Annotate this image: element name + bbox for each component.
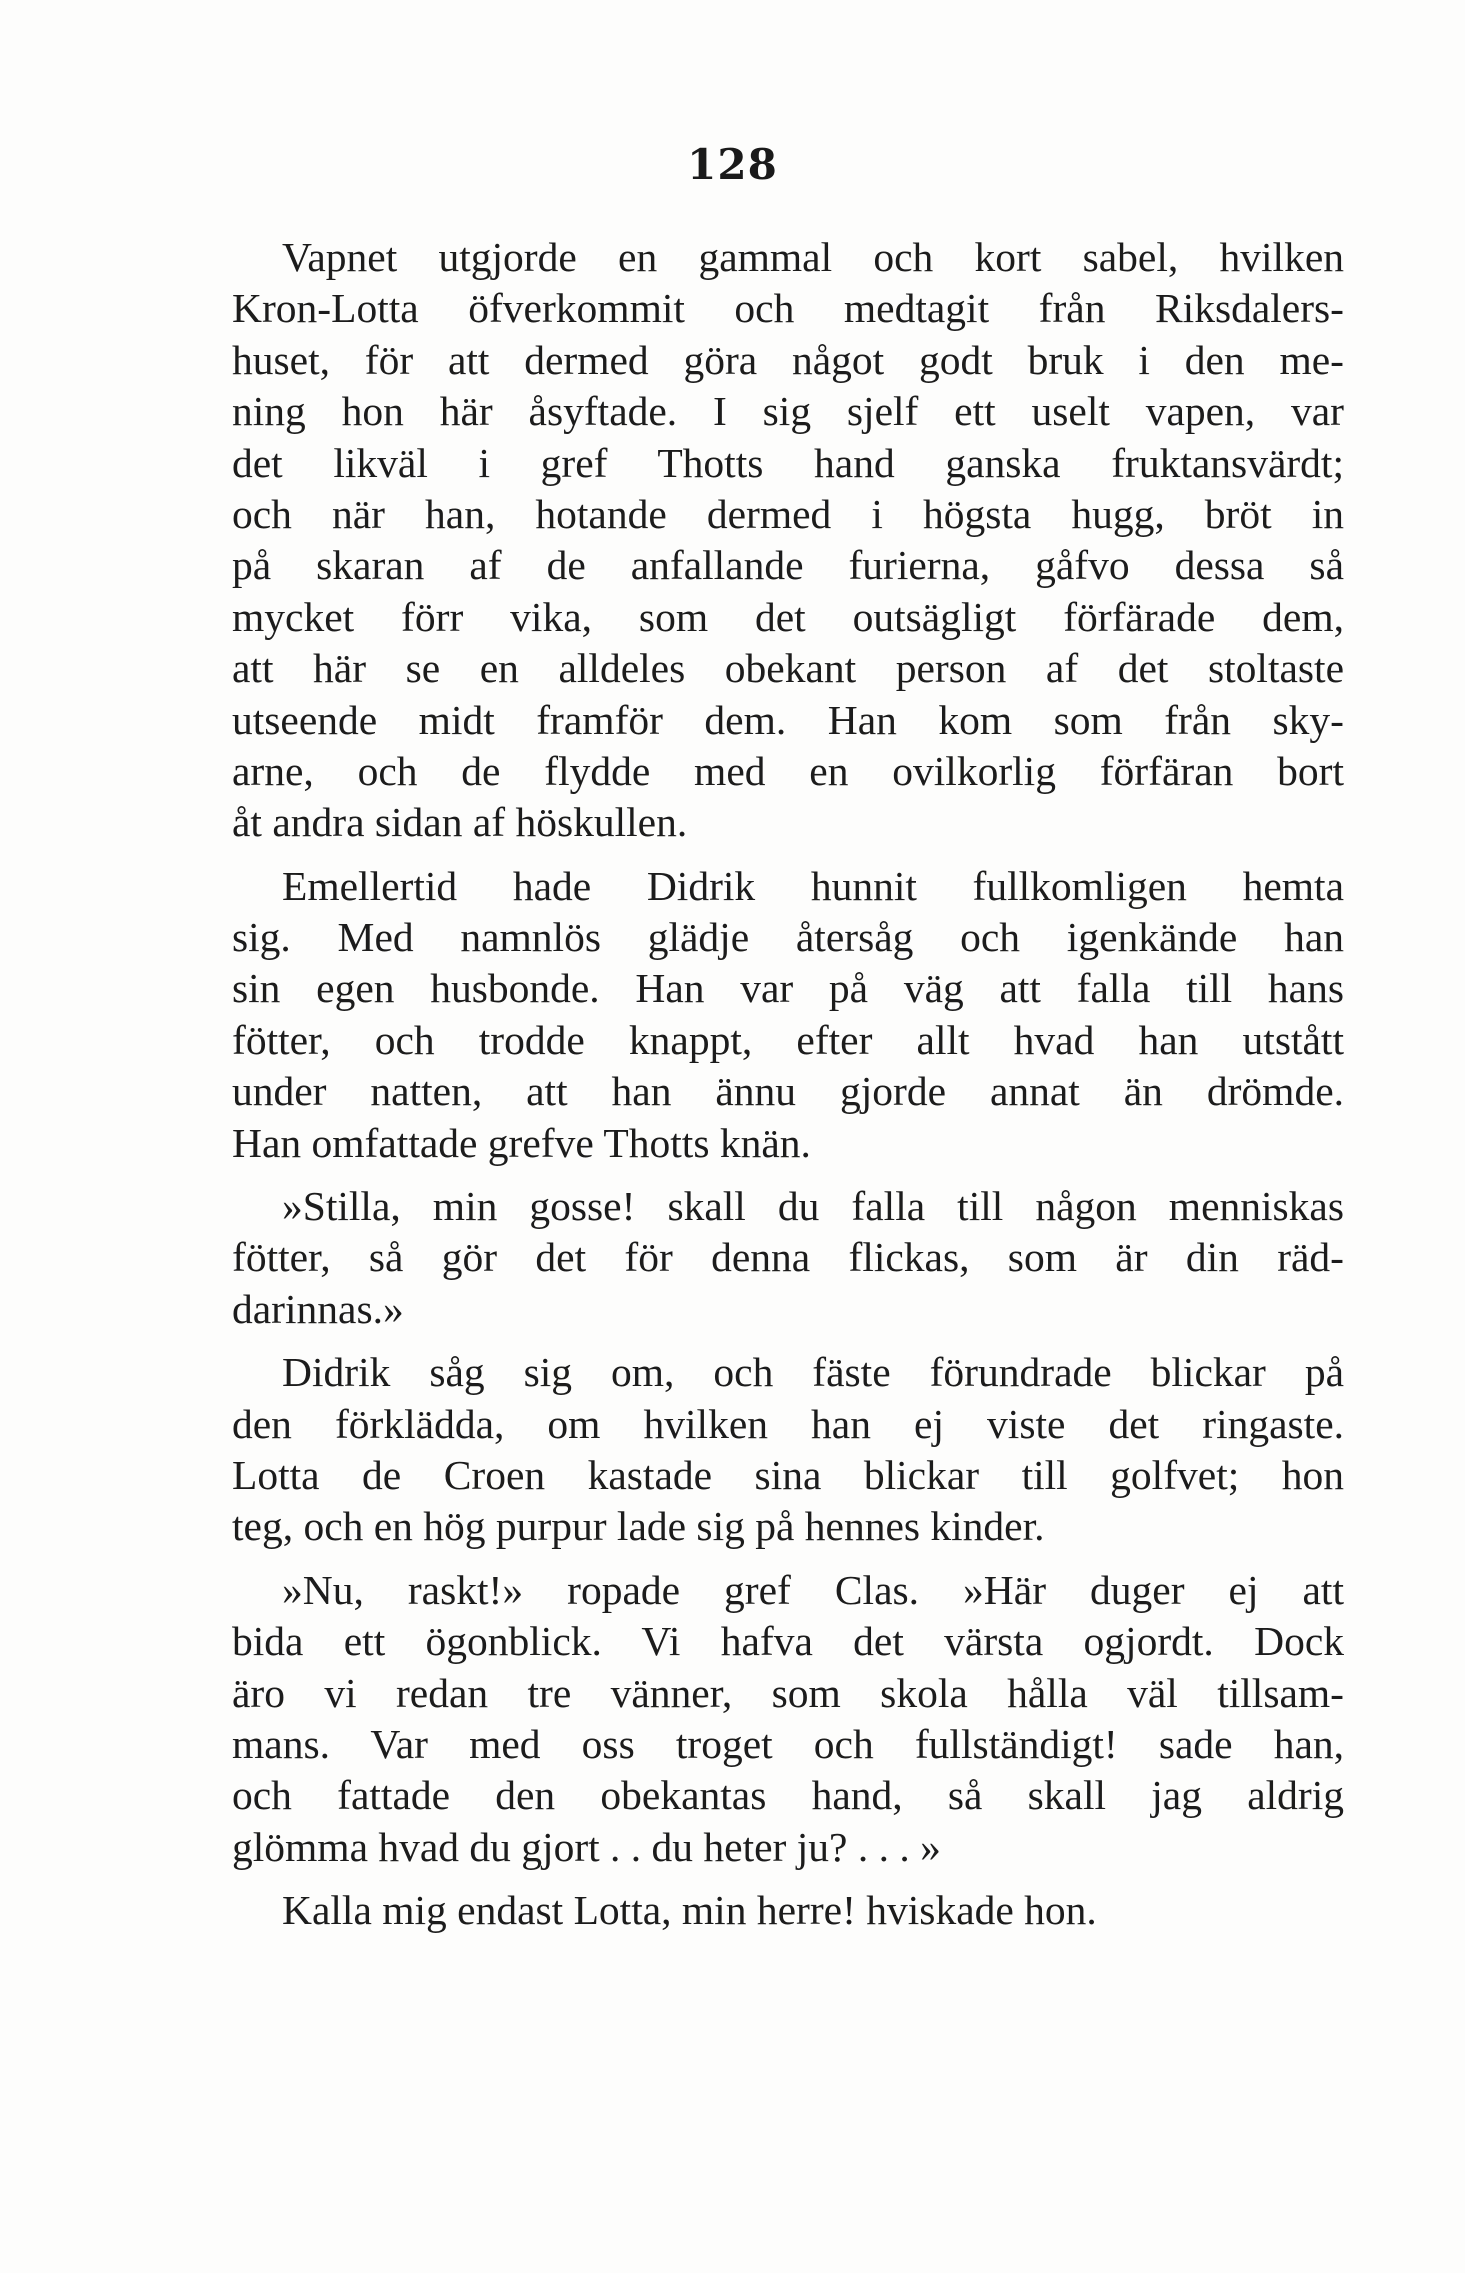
- paragraph: [232, 232, 1344, 849]
- text-line: äro vi redan tre vänner, som skola hålla väl tillsam-: [232, 1669, 1344, 1716]
- text-line: fötter, så gör det för denna flickas, som är din räd-: [232, 1234, 1344, 1281]
- paragraph: [232, 1347, 1344, 1553]
- text-line: under natten, att han ännu gjorde annat än drömde.: [232, 1068, 1344, 1115]
- text-line: Kron-Lotta öfverkommit och medtagit från Riksdalers-: [232, 285, 1344, 332]
- text-line: sin egen husbonde. Han var på väg att falla till hans: [232, 965, 1344, 1012]
- paragraph: [232, 1565, 1344, 1873]
- text-line: ning hon här åsyftade. I sig sjelf ett uselt vapen, var: [232, 388, 1344, 435]
- paragraph: [232, 1181, 1344, 1335]
- text-line: darinnas.»: [232, 1285, 404, 1332]
- text-line: »Nu, raskt!» ropade gref Clas. »Här duger ej att: [282, 1566, 1344, 1613]
- text-line: mycket förr vika, som det outsägligt förfärade dem,: [232, 593, 1344, 640]
- text-line: fötter, och trodde knappt, efter allt hvad han utstått: [232, 1016, 1344, 1063]
- text-line: och fattade den obekantas hand, så skall jag aldrig: [232, 1772, 1344, 1819]
- text-line: den förklädda, om hvilken han ej viste det ringaste.: [232, 1400, 1344, 1447]
- text-line: att här se en alldeles obekant person af det stoltaste: [232, 645, 1344, 692]
- text-line: »Stilla, min gosse! skall du falla till någon menniskas: [282, 1183, 1344, 1230]
- text-line: huset, för att dermed göra något godt bruk i den me-: [232, 336, 1344, 383]
- page-number: 128: [687, 140, 778, 189]
- text-line: det likväl i gref Thotts hand ganska fruktansvärdt;: [232, 439, 1344, 486]
- body-text: [232, 232, 1344, 1937]
- text-line: bida ett ögonblick. Vi hafva det värsta ogjordt. Dock: [232, 1618, 1344, 1665]
- text-line: åt andra sidan af höskullen.: [232, 799, 688, 846]
- text-line: arne, och de flydde med en ovilkorlig förfäran bort: [232, 747, 1344, 794]
- text-line: Han omfattade grefve Thotts knän.: [232, 1119, 811, 1166]
- paragraph: [232, 861, 1344, 1169]
- text-line: och när han, hotande dermed i högsta hugg, bröt in: [232, 490, 1344, 537]
- text-line: Lotta de Croen kastade sina blickar till golfvet; hon: [232, 1451, 1344, 1498]
- paragraph: [232, 1885, 1344, 1936]
- text-line: teg, och en hög purpur lade sig på hennes kinder.: [232, 1503, 1045, 1550]
- text-line: Vapnet utgjorde en gammal och kort sabel, hvilken: [282, 234, 1344, 280]
- text-line: Didrik såg sig om, och fäste förundrade blickar på: [282, 1349, 1344, 1396]
- text-line: sig. Med namnlös glädje återsåg och igenkände han: [232, 914, 1344, 961]
- text-line: utseende midt framför dem. Han kom som från sky-: [232, 696, 1344, 743]
- text-line: Kalla mig endast Lotta, min herre! hviskade hon.: [282, 1887, 1097, 1934]
- text-line: mans. Var med oss troget och fullständigt! sade han,: [232, 1720, 1344, 1767]
- text-line: Emellertid hade Didrik hunnit fullkomligen hemta: [282, 862, 1344, 909]
- text-line: glömma hvad du gjort . . du heter ju? . . . »: [232, 1823, 941, 1870]
- text-line: på skaran af de anfallande furierna, gåfvo dessa så: [232, 542, 1344, 589]
